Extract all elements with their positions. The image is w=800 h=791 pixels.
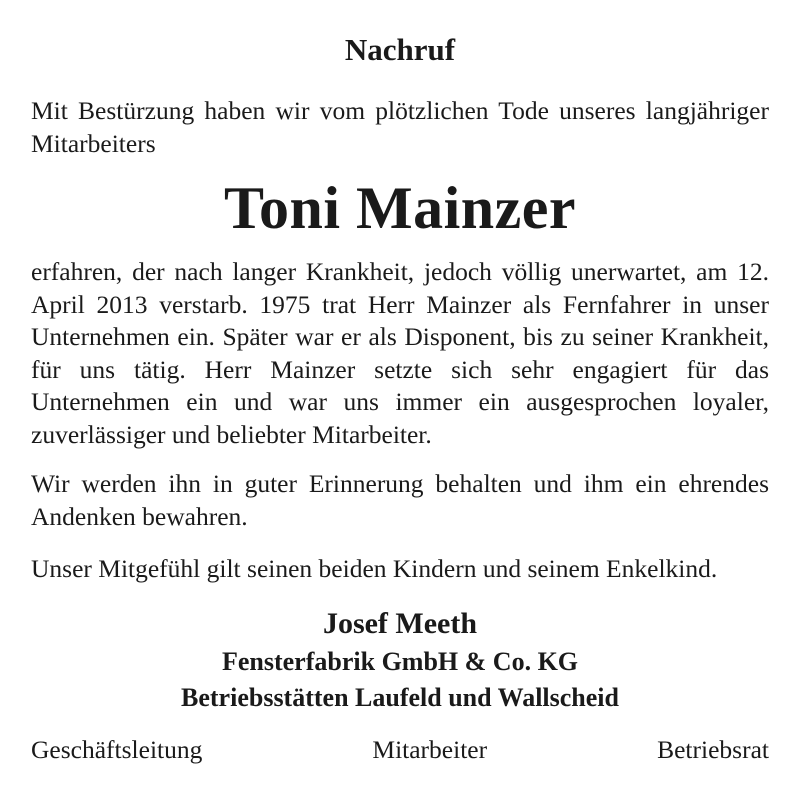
- signatory-management: Geschäftsleitung: [31, 735, 203, 764]
- signature-company: Fensterfabrik GmbH & Co. KG: [221, 647, 579, 676]
- remembrance-text: Wir werden ihn in guter Erinnerung behalten und ihm ein ehrendes Andenken bewahren.: [31, 469, 769, 531]
- deceased-name: Toni Mainzer: [223, 175, 577, 241]
- signatories-row: [31, 733, 769, 767]
- sympathy-text: Unser Mitgefühl gilt seinen beiden Kindern und seinem Enkelkind.: [31, 554, 718, 583]
- body-text: erfahren, der nach langer Krankheit, jedoch völlig unerwartet, am 12. April 2013 verstarb. 1975 trat Herr Mainzer als Fernfahrer in unser Unternehmen ein. Später war er als Disponent, bis zu seiner Krankheit, für uns tätig. Herr Mainzer setzte sich sehr engagiert für das Unternehmen ein und war uns immer ein ausgesprochen loyaler, zuverlässiger und beliebter Mitarbeiter.: [31, 257, 769, 449]
- intro-text: Mit Bestürzung haben wir vom plötzlichen Tode unseres langjähriger Mitarbeiters: [31, 96, 769, 158]
- signature-name: Josef Meeth: [322, 607, 478, 640]
- signature-locations: Betriebsstätten Laufeld und Wallscheid: [181, 683, 619, 712]
- notice-heading: Nachruf: [344, 32, 456, 67]
- signatory-works-council: Betriebsrat: [657, 735, 769, 764]
- signatory-employees: Mitarbeiter: [372, 735, 488, 764]
